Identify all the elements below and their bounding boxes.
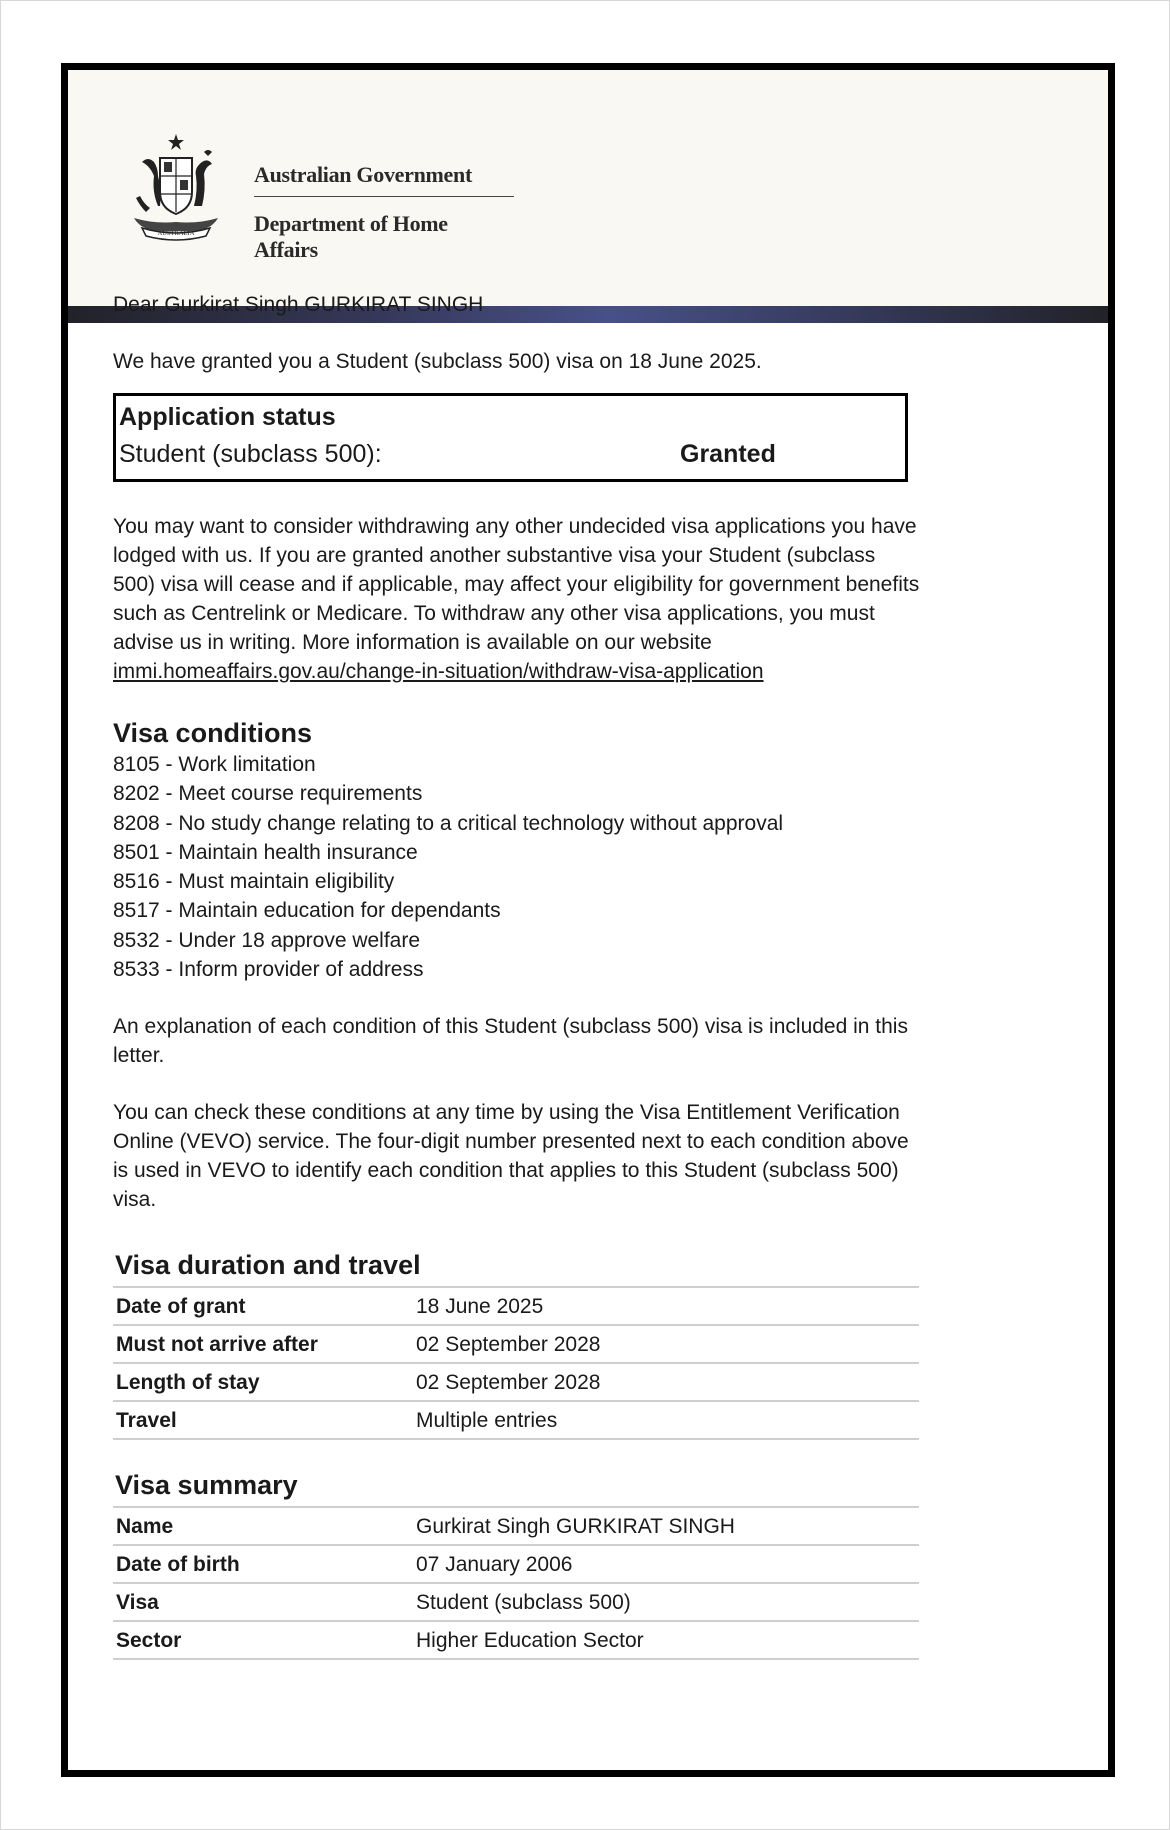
table-row [113, 1325, 919, 1363]
row-label: Travel [113, 1401, 413, 1439]
commonwealth-coat-of-arms-icon [124, 132, 228, 244]
letterhead [68, 70, 1108, 306]
row-label: Visa [113, 1583, 413, 1621]
table-row [113, 1621, 919, 1659]
withdraw-paragraph [113, 512, 923, 686]
department-logo [254, 162, 514, 263]
condition-item: 8533 - Inform provider of address [113, 958, 424, 982]
table-row [113, 1401, 919, 1439]
row-label: Must not arrive after [113, 1325, 413, 1363]
row-value: 07 January 2006 [413, 1545, 919, 1583]
visa-summary-table [113, 1506, 919, 1660]
condition-item: 8202 - Meet course requirements [113, 782, 423, 806]
table-row [113, 1507, 919, 1545]
table-row [113, 1363, 919, 1401]
row-label: Name [113, 1507, 413, 1545]
row-label: Length of stay [113, 1363, 413, 1401]
condition-item: 8532 - Under 18 approve welfare [113, 928, 421, 952]
application-status-row [119, 434, 905, 474]
row-value: 02 September 2028 [413, 1363, 919, 1401]
greeting: Dear Gurkirat Singh GURKIRAT SINGH [113, 293, 484, 316]
grant-statement: We have granted you a Student (subclass 500) visa on 18 June 2025. [113, 350, 762, 373]
row-value: Higher Education Sector [413, 1621, 919, 1659]
visa-conditions-heading: Visa conditions [113, 718, 313, 748]
row-value: 18 June 2025 [413, 1287, 919, 1325]
vevo-paragraph: You can check these conditions at any time by using the Visa Entitlement Verification Online (VEVO) service. The four-digit number presented next to each condition above is used in VEVO to identify each condition that applies to this Student (subclass 500) visa. [113, 1101, 909, 1212]
row-value: Multiple entries [413, 1401, 919, 1439]
withdraw-text: You may want to consider withdrawing any other undecided visa applications you have lodged with us. If you are granted another substantive visa your Student (subclass 500) visa will cease and if applicable, may affect your eligibility for government benefits such as Centrelink or Medicare. To withdraw any other visa applications, you must advise us in writing. More information is available on our website [113, 515, 920, 654]
application-status-title: Application status [119, 403, 336, 431]
department-name: Department of Home Affairs [254, 211, 448, 262]
application-status-value: Granted [680, 440, 776, 468]
visa-conditions-list [113, 750, 923, 984]
conditions-explanation: An explanation of each condition of this Student (subclass 500) visa is included in this letter. [113, 1015, 908, 1068]
visa-summary-heading: Visa summary [115, 1470, 298, 1501]
condition-item: 8516 - Must maintain eligibility [113, 870, 395, 894]
application-status-label: Student (subclass 500): [119, 440, 382, 468]
letter-body [113, 290, 923, 1688]
government-name: Australian Government [254, 162, 514, 197]
table-row [113, 1545, 919, 1583]
withdraw-visa-link[interactable]: immi.homeaffairs.gov.au/change-in-situation/withdraw-visa-application [113, 660, 764, 683]
row-value: Gurkirat Singh GURKIRAT SINGH [413, 1507, 919, 1545]
condition-item: 8517 - Maintain education for dependants [113, 899, 501, 923]
row-value: Student (subclass 500) [413, 1583, 919, 1621]
row-value: 02 September 2028 [413, 1325, 919, 1363]
row-label: Sector [113, 1621, 413, 1659]
condition-item: 8208 - No study change relating to a critical technology without approval [113, 811, 784, 835]
table-row [113, 1583, 919, 1621]
crest-motto: AUSTRALIA [157, 230, 195, 237]
application-status-box [113, 393, 908, 482]
condition-item: 8501 - Maintain health insurance [113, 840, 418, 864]
visa-duration-heading: Visa duration and travel [115, 1250, 421, 1281]
visa-duration-table [113, 1286, 919, 1440]
row-label: Date of grant [113, 1287, 413, 1325]
table-row [113, 1287, 919, 1325]
row-label: Date of birth [113, 1545, 413, 1583]
condition-item: 8105 - Work limitation [113, 753, 316, 776]
